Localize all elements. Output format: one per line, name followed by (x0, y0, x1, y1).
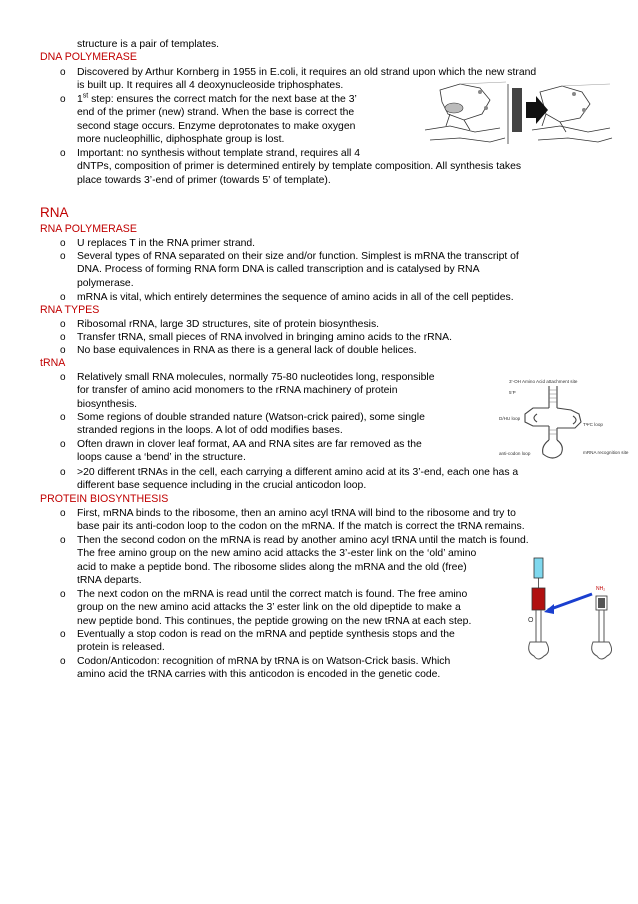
trna-tpsic-loop-label: TΨC loop (583, 422, 603, 427)
cyan-amino-acid-box (534, 558, 543, 578)
bullet-marker: o (60, 589, 66, 600)
trna-cloverleaf-shape (525, 386, 581, 458)
protein-bullet-1: First, mRNA binds to the ribosome, then an amino acyl tRNA will bind to the ribosome and try to base pair its anti-codon loop to the codon on the mRNA. If the match is correct the tRNA remains. (77, 508, 525, 533)
heading-rna-polymerase: RNA POLYMERASE (40, 223, 137, 235)
section-title-rna: RNA (40, 205, 69, 220)
peptide-bond-figure (528, 554, 620, 664)
dna-polymerase-mechanism-figure (420, 80, 616, 148)
bullet-marker: o (60, 238, 66, 249)
bullet-marker: o (60, 467, 66, 478)
rna-pol-bullet-1: U replaces T in the RNA primer strand. (77, 238, 256, 249)
bullet-marker: o (60, 508, 66, 519)
protein-bullet-4: Eventually a stop codon is read on the mRNA and peptide synthesis stops and the protein is released. (77, 629, 455, 654)
trna-5p-label: 5’P (509, 390, 516, 395)
rna-pol-bullet-2: Several types of RNA separated on their size and/or function. Simplest is mRNA the transcript of DNA. Process of forming RNA form DNA is called transcription and is catalysed by RNA polymerase. (77, 251, 519, 289)
heading-rna-types: RNA TYPES (40, 304, 100, 316)
rna-types-bullet-2: Transfer tRNA, small pieces of RNA involved in bringing amino acids to the rRNA. (77, 332, 452, 343)
trna-dhu-loop-label: D/HU loop (499, 416, 521, 421)
bullet-marker: o (60, 67, 66, 78)
dna-pol-bullet-2: 1st step: ensures the correct match for the next base at the 3’ end of the primer (new) strand. When the base is correct the second stage occurs. Enzyme deprotonates to make oxygen more nucleophillic, diphosphate group is lost. (77, 92, 357, 146)
bullet-marker: o (60, 332, 66, 343)
trna-bullet-4: >20 different tRNAs in the cell, each carrying a different amino acid at its 3’-end, each one has a different base sequence including in the crucial anticodon loop. (77, 467, 519, 492)
right-arrow-icon (526, 96, 548, 124)
rotated-label-bar (512, 88, 522, 132)
arrowhead-icon (544, 604, 554, 614)
trna-bullet-1: Relatively small RNA molecules, normally 75-80 nucleotides long, responsible for transfer of amino acid monomers to the rRNA machinery of protein biosynthesis. (77, 372, 435, 410)
bullet-marker: o (60, 372, 66, 383)
bullet-marker: o (60, 148, 66, 159)
trna-anticodon-loop-label: anti-codon loop (499, 451, 531, 456)
heading-dna-polymerase: DNA POLYMERASE (40, 51, 137, 63)
heading-protein-biosynthesis: PROTEIN BIOSYNTHESIS (40, 493, 169, 505)
trna-bullet-3: Often drawn in clover leaf format, AA and RNA sites are far removed as the loops cause a ‘bend’ in the structure. (77, 439, 422, 464)
attack-arrow (548, 594, 592, 610)
protein-bullet-2: Then the second codon on the mRNA is read by another amino acyl tRNA until the match is found. The free amino group on the new amino acid attacks the 3’-ester link on the ‘old’ amino acid to make a peptide bond. The ribosome slides along the mRNA and the old (free) tRNA departs. (77, 535, 529, 587)
nh2-label: NH₂ (596, 586, 606, 592)
bullet-marker: o (60, 412, 66, 423)
bullet-marker: o (60, 94, 66, 105)
bullet-marker: o (60, 439, 66, 450)
bullet-marker: o (60, 251, 66, 262)
intro-line: structure is a pair of templates. (77, 39, 220, 50)
bullet-marker: o (60, 319, 66, 330)
bullet-marker: o (60, 629, 66, 640)
rna-pol-bullet-3: mRNA is vital, which entirely determines the sequence of amino acids in all of the cell peptides. (77, 292, 514, 303)
bullet-marker: o (60, 535, 66, 546)
trna-recognition-site-label: mRNA recognition site (583, 450, 629, 455)
rna-types-bullet-3: No base equivalences in RNA as there is a general lack of double helices. (77, 345, 417, 356)
trna-cloverleaf-figure (497, 374, 629, 466)
dna-pol-bullet-3: Important: no synthesis without template strand, requires all 4 dNTPs, composition of primer is determined entirely by template composition. All synthesis takes place towards 3’-end of primer (towards 5’ of template). (77, 148, 522, 186)
protein-bullet-5: Codon/Anticodon: recognition of mRNA by tRNA is on Watson-Crick basis. Which amino acid the tRNA carries with this anticodon is encoded in the genetic code. (77, 656, 451, 681)
protein-bullet-3: The next codon on the mRNA is read until the correct match is found. The free amino group on the new amino acid attacks the 3’ ester link on the old dipeptide to make a new peptide bond. This continues, the peptide growing on the new tRNA at each step. (77, 589, 472, 627)
rna-types-bullet-1: Ribosomal rRNA, large 3D structures, site of protein biosynthesis. (77, 319, 380, 330)
bullet-marker: o (60, 292, 66, 303)
bullet-marker: o (60, 345, 66, 356)
dna-pol-bullet-1: Discovered by Arthur Kornberg in 1955 in E.coli, it requires an old strand upon which the new strand is built up. It requires all 4 deoxynucleoside triphosphates. (77, 67, 537, 92)
trna-bullet-2: Some regions of double stranded nature (Watson-crick paired), some single stranded regions in the loops. A lot of odd modifies bases. (77, 412, 425, 437)
red-amino-acid-box (532, 588, 545, 610)
o-label: O (528, 617, 534, 624)
trna-aa-site-label: 3’-OH Amino Acid attachment site (509, 379, 578, 384)
heading-trna: tRNA (40, 357, 66, 369)
bullet-marker: o (60, 656, 66, 667)
